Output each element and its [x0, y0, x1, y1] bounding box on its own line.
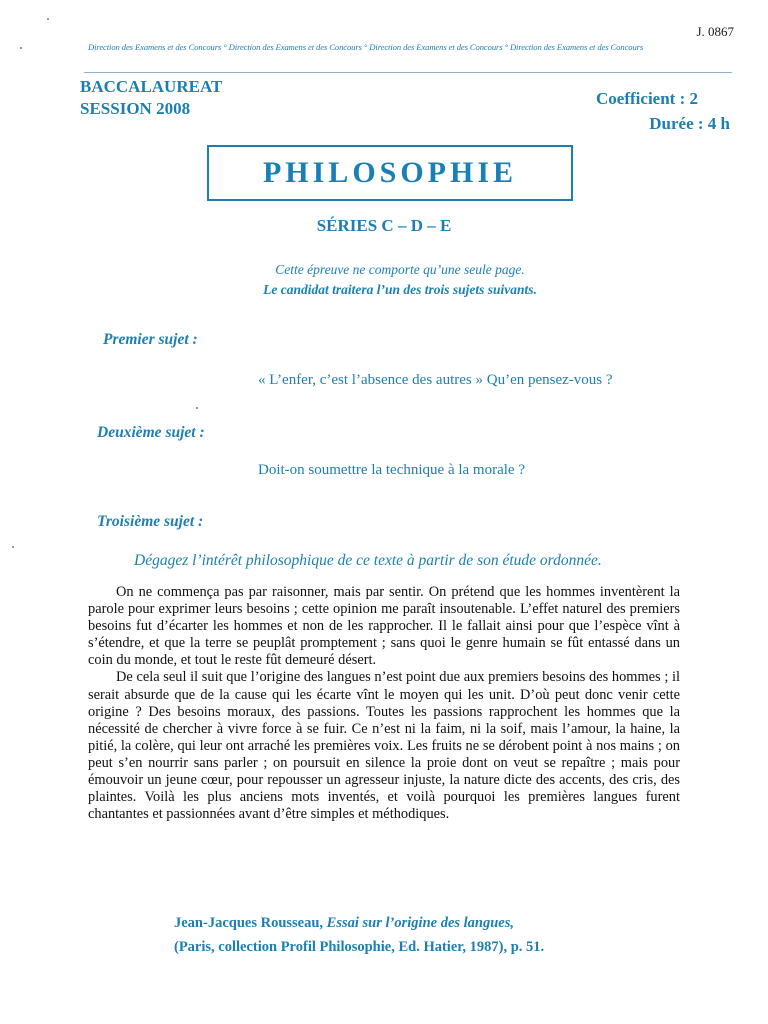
passage-paragraph-2: De cela seul il suit que l’origine des langues n’est point due aux premiers besoins des hommes ; il serait absurde que de la cause qui les écarte vînt le moyen qui les unit. D’où peut donc venir cette origine ? Des besoins moraux, des passions. Toutes les passions rapprochent les hommes que la nécessité de chercher à vivre force à se fuir. Ce n’est ni la faim, ni la soif, mais l’amour, la haine, la pitié, la colère, qui leur ont arraché les premières voix. Les fruits ne se dérobent point à nos mains ; on peut s’en nourrir sans parler ; on poursuit en silence la proie dont on veut se repaître ; mais pour émouvoir un jeune cœur, pour repousser un agresseur injuste, la nature dicte des accents, des cris, des plaintes. Voilà les plus anciens mots inventés, et voilà pourquoi les premières langues furent chantantes et passionnées avant d’être simples et méthodiques.: [88, 669, 680, 823]
instruction-line-1: Cette épreuve ne comporte qu’une seule page.: [275, 262, 525, 277]
coefficient: Coefficient : 2: [596, 89, 698, 108]
sujet-1-label: Premier sujet :: [103, 331, 198, 348]
scan-speck: [47, 18, 49, 20]
header-strip: Direction des Examens et des Concours ° Direction des Examens et des Concours ° Direction des Examens et des Concours ° Direction des Examens et des Concours: [88, 42, 644, 52]
series: SÉRIES C – D – E: [316, 216, 452, 235]
citation-line-1: [174, 915, 514, 932]
sujet-3-label: Troisième sujet :: [97, 513, 204, 530]
document-code: J. 0867: [696, 24, 734, 39]
exam-line-1: BACCALAUREAT: [80, 77, 223, 96]
sujet-1-question: « L’enfer, c’est l’absence des autres » Qu’en pensez-vous ?: [258, 372, 613, 388]
citation-source: (Paris, collection Profil Philosophie, Ed. Hatier, 1987), p. 51.: [174, 939, 545, 955]
sujet-3-instruction: Dégagez l’intérêt philosophique de ce texte à partir de son étude ordonnée.: [134, 552, 602, 569]
citation-work: Essai sur l’origine des langues,: [326, 915, 515, 931]
scan-speck: [12, 546, 14, 548]
header-rule: [84, 72, 732, 73]
title-box: [207, 145, 573, 201]
exam-name: [80, 76, 222, 120]
passage-text: [88, 584, 680, 823]
sujet-2-label: Deuxième sujet :: [97, 424, 205, 441]
exam-line-2: SESSION 2008: [80, 99, 191, 118]
sujet-2-question: Doit-on soumettre la technique à la morale ?: [258, 462, 525, 478]
citation-author: Jean-Jacques Rousseau,: [174, 915, 324, 931]
duration: Durée : 4 h: [649, 114, 730, 133]
scan-speck: [20, 47, 22, 49]
page-title: PHILOSOPHIE: [262, 156, 518, 189]
instruction-line-2: Le candidat traitera l’un des trois sujets suivants.: [263, 282, 537, 297]
passage-paragraph-1: On ne commença pas par raisonner, mais par sentir. On prétend que les hommes inventèrent la parole pour exprimer leurs besoins ; cette opinion me paraît insoutenable. L’effet naturel des premiers besoins fut d’écarter les hommes et non de les rapprocher. Il le fallait ainsi pour que l’espèce vînt à s’étendre, et que la terre se peuplât promptement ; sans quoi le genre humain se fût entassé dans un coin du monde, et tout le reste fût demeuré désert.: [88, 584, 680, 669]
scan-speck: [196, 407, 198, 409]
